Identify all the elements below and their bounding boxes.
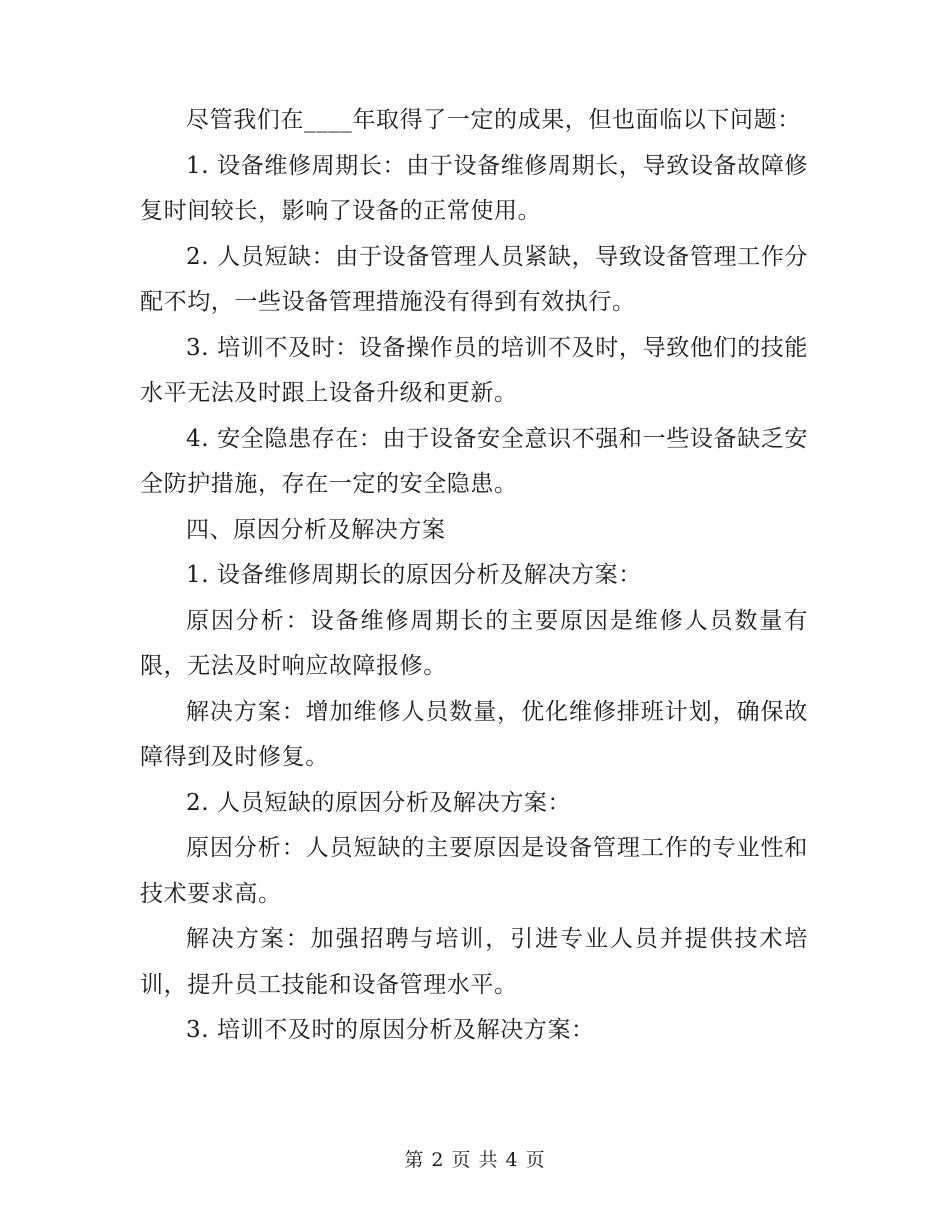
page-number-footer: 第 2 页 共 4 页 <box>404 1149 546 1171</box>
subheading-2: 2. 人员短缺的原因分析及解决方案： <box>186 789 572 816</box>
paragraph-intro: 尽管我们在____年取得了一定的成果，但也面临以下问题： <box>186 107 801 133</box>
document-body <box>140 98 808 1054</box>
paragraph-cause-2: 原因分析：人员短缺的主要原因是设备管理工作的专业性和技术要求高。 <box>140 835 808 907</box>
section-heading: 四、原因分析及解决方案 <box>186 516 446 543</box>
paragraph-cause-1: 原因分析：设备维修周期长的主要原因是维修人员数量有限，无法及时响应故障报修。 <box>140 607 808 679</box>
subheading-1: 1. 设备维修周期长的原因分析及解决方案： <box>186 562 642 588</box>
paragraph-issue-1: 1. 设备维修周期长：由于设备维修周期长，导致设备故障修复时间较长，影响了设备的正常使用。 <box>140 152 808 224</box>
subheading-3: 3. 培训不及时的原因分析及解决方案： <box>186 1017 595 1043</box>
paragraph-issue-2: 2. 人员短缺：由于设备管理人员紧缺，导致设备管理工作分配不均，一些设备管理措施没有得到有效执行。 <box>140 243 808 315</box>
paragraph-issue-4: 4. 安全隐患存在：由于设备安全意识不强和一些设备缺乏安全防护措施，存在一定的安全隐患。 <box>140 425 808 497</box>
paragraph-solution-2: 解决方案：加强招聘与培训，引进专业人员并提供技术培训，提升员工技能和设备管理水平。 <box>140 926 808 998</box>
paragraph-solution-1: 解决方案：增加维修人员数量，优化维修排班计划，确保故障得到及时修复。 <box>140 698 808 770</box>
paragraph-issue-3: 3. 培训不及时：设备操作员的培训不及时，导致他们的技能水平无法及时跟上设备升级和更新。 <box>140 334 808 406</box>
